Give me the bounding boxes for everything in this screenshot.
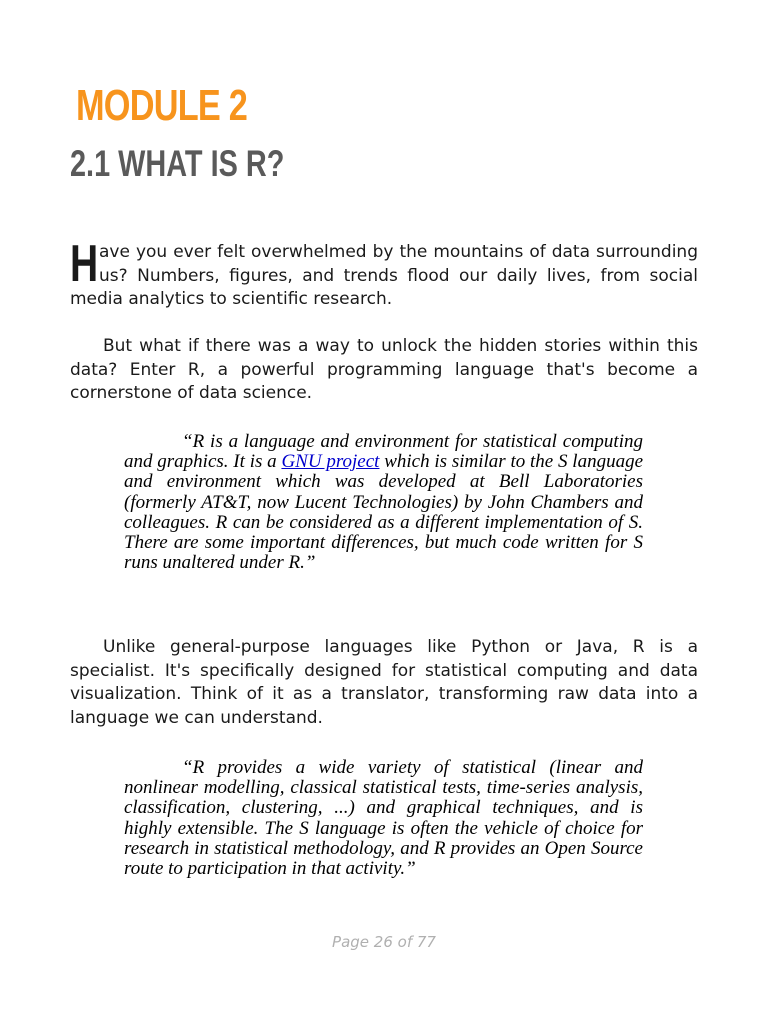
page-indicator: Page 26 of 77 xyxy=(332,933,436,951)
gnu-project-link[interactable]: GNU project xyxy=(281,451,380,473)
intro-text: ave you ever felt overwhelmed by the mountains of data surrounding us? Numbers, figures, and trends flood our daily lives, from social media analytics to scientific research. xyxy=(70,242,698,309)
intro-paragraph xyxy=(70,235,698,312)
section-title: 2.1 WHAT IS R? xyxy=(70,143,285,184)
quote-1-after: which is similar to the S language and environment which was developed at Bell Laboratories (formerly AT&T, now Lucent Technologies) by John Chambers and colleagues. R can be considered as a different implementation of S. There are some important differences, but much code written for S runs unaltered under R.” xyxy=(124,451,644,574)
drop-cap: H xyxy=(70,235,98,293)
quote-1-before: “R is a language and environment for statistical computing and graphics. It is a xyxy=(124,431,643,473)
quote-r-definition xyxy=(124,432,643,573)
paragraph-2: But what if there was a way to unlock the hidden stories within this data? Enter R, a powerful programming language that's become a cornerstone of data science. xyxy=(70,336,698,403)
module-title: MODULE 2 xyxy=(76,81,248,130)
paragraph-3: Unlike general-purpose languages like Python or Java, R is a specialist. It's specifically designed for statistical computing and data visualization. Think of it as a translator, transforming raw data into a language we can understand. xyxy=(70,637,698,728)
quote-r-capabilities: “R provides a wide variety of statistical (linear and nonlinear modelling, classical statistical tests, time-series analysis, classification, clustering, ...) and graphical techniques, and is highly extensible. The S language is often the vehicle of choice for research in statistical methodology, and R provides an Open Source route to participation in that activity.” xyxy=(124,757,643,880)
